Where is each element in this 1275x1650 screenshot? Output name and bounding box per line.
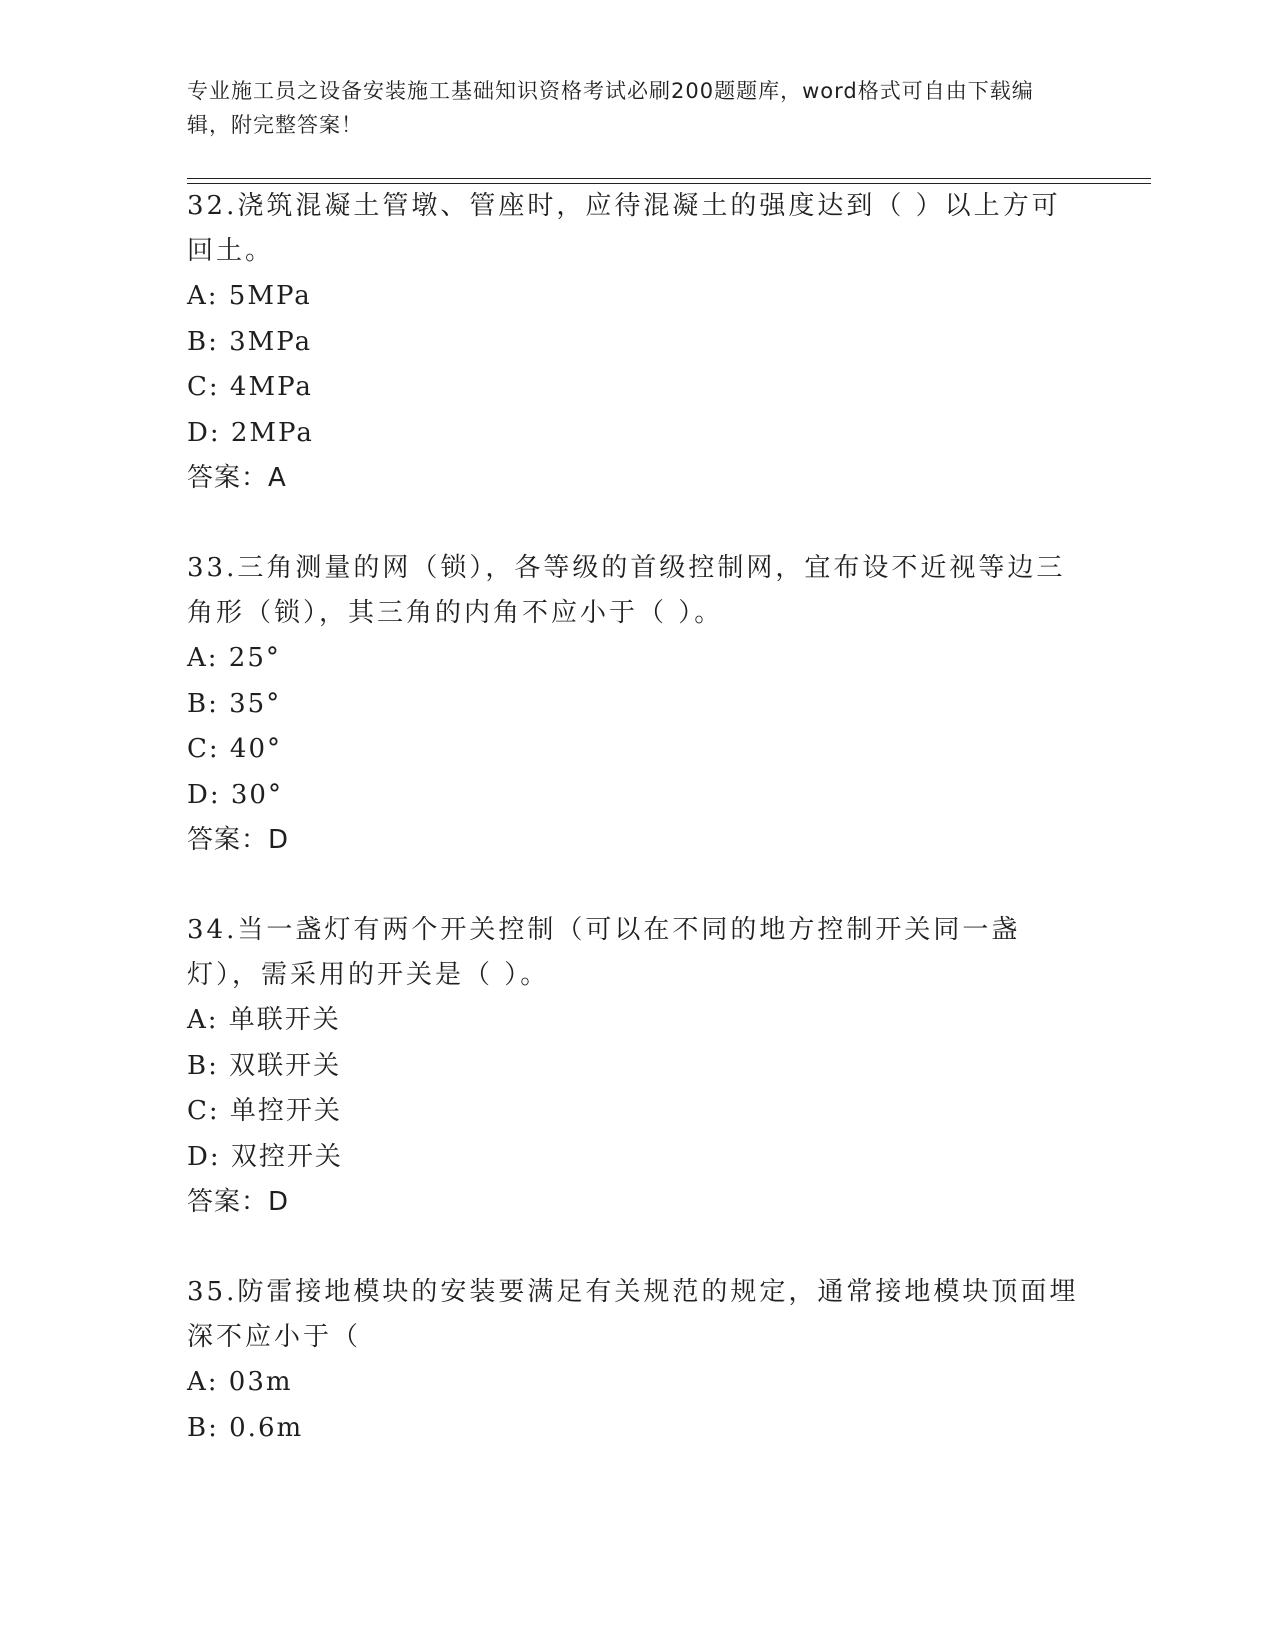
document-header: 专业施工员之设备安装施工基础知识资格考试必刷200题题库，word格式可自由下载编辑，附完整答案！ xyxy=(187,79,1034,137)
option-c: C: 4MPa xyxy=(187,372,313,402)
question-stem: 32.浇筑混凝土管墩、管座时，应待混凝土的强度达到（ ）以上方可回土。 xyxy=(187,191,1061,266)
answer-line: 答案：A xyxy=(187,463,287,493)
option-b: B: 双联开关 xyxy=(187,1050,342,1081)
answer-line: 答案：D xyxy=(187,1187,290,1217)
option-b: B: 35° xyxy=(187,688,282,719)
option-b: B: 3MPa xyxy=(187,326,313,357)
header-divider-top xyxy=(187,178,1151,179)
option-a: A: 03m xyxy=(187,1367,293,1397)
option-d: D: 双控开关 xyxy=(187,1141,343,1172)
answer-line: 答案：D xyxy=(187,825,290,855)
question-block xyxy=(187,546,1087,862)
option-a: A: 5MPa xyxy=(187,281,312,311)
question-stem: 33.三角测量的网（锁），各等级的首级控制网，宜布设不近视等边三角形（锁），其三角的内角不应小于（ ）。 xyxy=(187,553,1066,628)
option-d: D: 2MPa xyxy=(187,417,314,448)
option-c: C: 40° xyxy=(187,734,283,764)
question-block xyxy=(187,908,1087,1224)
option-c: C: 单控开关 xyxy=(187,1096,342,1126)
option-a: A: 单联开关 xyxy=(187,1005,341,1035)
question-block xyxy=(187,1270,1087,1451)
question-stem: 34.当一盏灯有两个开关控制（可以在不同的地方控制开关同一盏灯），需采用的开关是（ ）。 xyxy=(187,915,1021,990)
question-stem: 35.防雷接地模块的安装要满足有关规范的规定，通常接地模块顶面埋深不应小于（ xyxy=(187,1277,1079,1352)
option-d: D: 30° xyxy=(187,779,283,810)
question-block xyxy=(187,184,1087,500)
option-b: B: 0.6m xyxy=(187,1412,304,1443)
option-a: A: 25° xyxy=(187,643,281,673)
